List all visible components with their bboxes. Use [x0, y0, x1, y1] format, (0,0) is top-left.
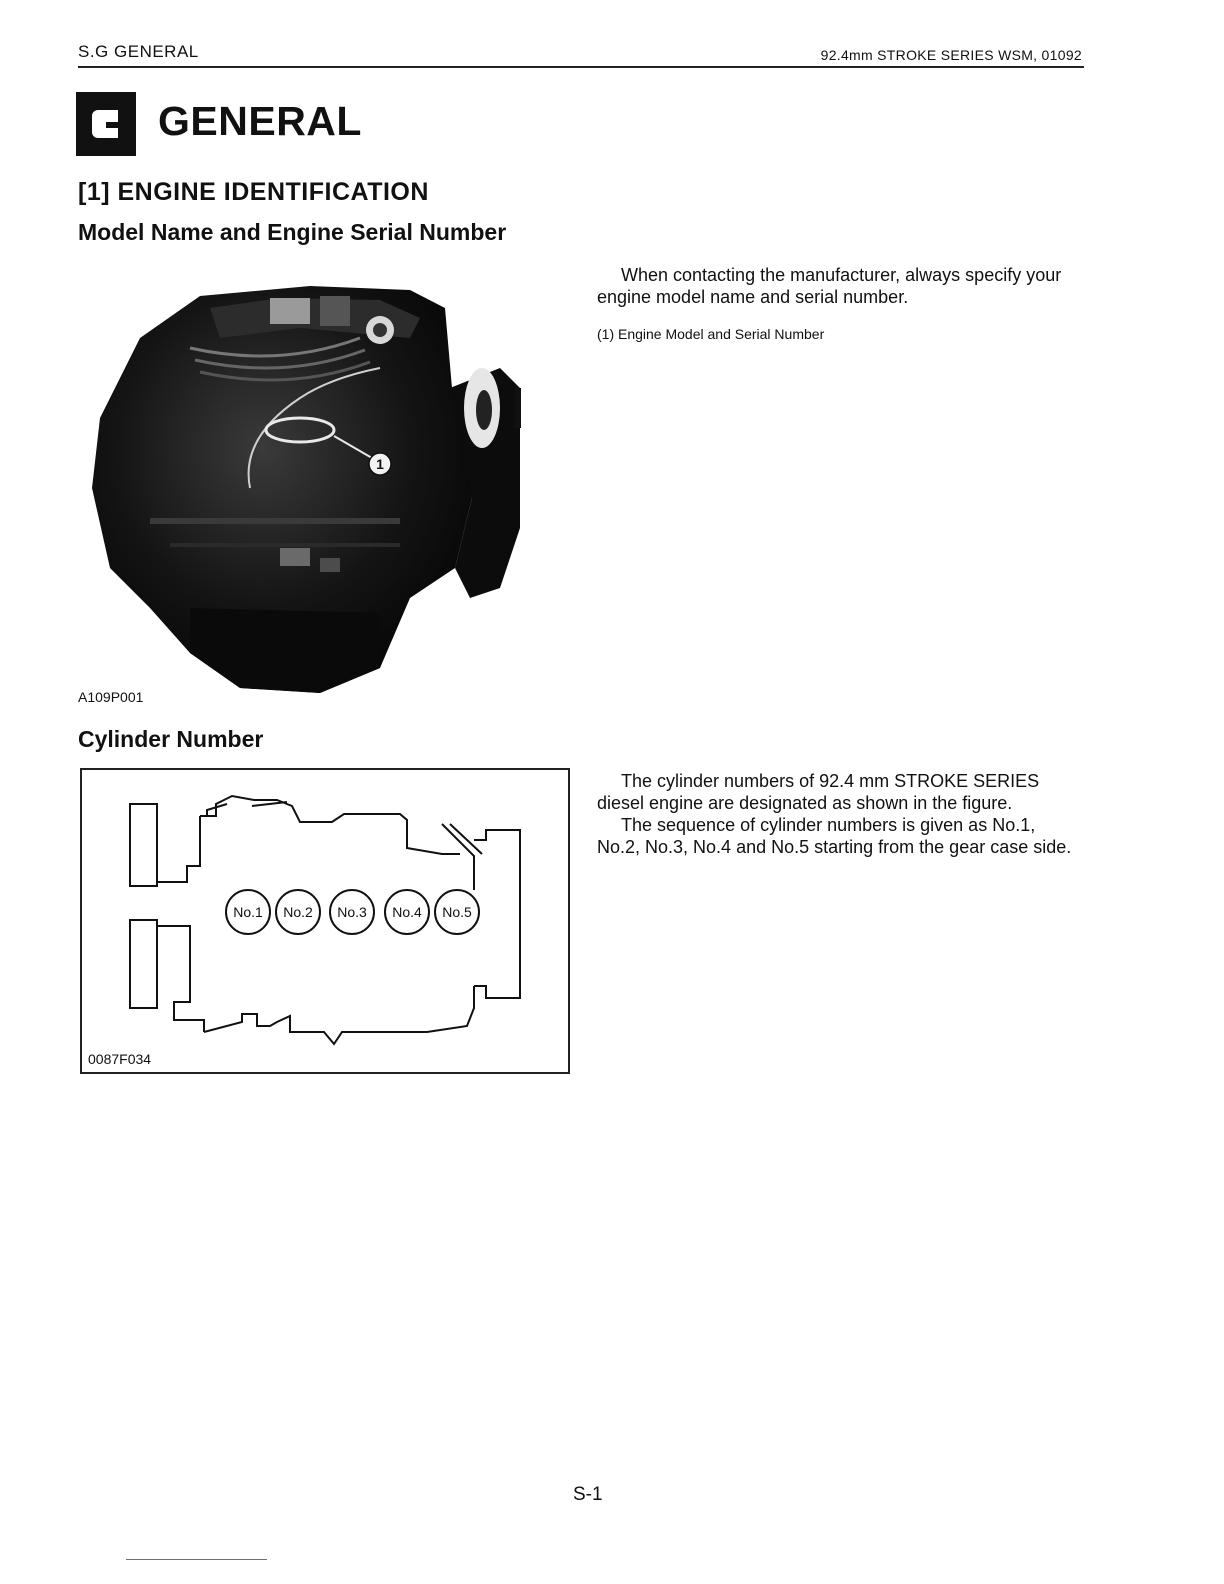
cylinder-paragraph-1: The cylinder numbers of 92.4 mm STROKE SERIES diesel engine are designated as shown in the figure.	[597, 771, 1040, 813]
cylinder-figure	[80, 768, 570, 1074]
cylinder-5-label: No.5	[442, 904, 472, 920]
model-instructions-text: When contacting the manufacturer, always specify your engine model name and serial number.	[597, 265, 1062, 307]
figure-id: 0087F034	[88, 1051, 152, 1067]
heading-cylinder-number: Cylinder Number	[78, 726, 264, 752]
cylinder-diagram	[82, 770, 568, 1072]
model-instructions	[597, 264, 1081, 308]
engine-photo	[80, 268, 560, 708]
heading-engine-identification: [1] ENGINE IDENTIFICATION	[78, 178, 429, 206]
cylinder-paragraph-2: The sequence of cylinder numbers is given as No.1, No.2, No.3, No.4 and No.5 starting from the gear case side.	[597, 815, 1072, 857]
footer-line	[126, 1559, 267, 1560]
cylinder-description	[597, 770, 1083, 858]
photo-id: A109P001	[78, 689, 144, 705]
section-tab-icon	[76, 92, 136, 156]
cylinder-3-label: No.3	[337, 904, 367, 920]
cylinder-1-label: No.1	[233, 904, 263, 920]
header-series-label: 92.4mm STROKE SERIES WSM, 01092	[820, 47, 1082, 63]
cylinder-4-label: No.4	[392, 904, 422, 920]
section-title: GENERAL	[158, 98, 362, 144]
cylinder-2-label: No.2	[283, 904, 313, 920]
callout-1-label: 1	[376, 456, 384, 472]
page-number: S-1	[573, 1484, 603, 1505]
heading-model-name: Model Name and Engine Serial Number	[78, 219, 507, 245]
header-section-label: S.G GENERAL	[78, 42, 199, 61]
header-rule	[78, 66, 1084, 68]
photo-caption: (1) Engine Model and Serial Number	[597, 326, 825, 342]
